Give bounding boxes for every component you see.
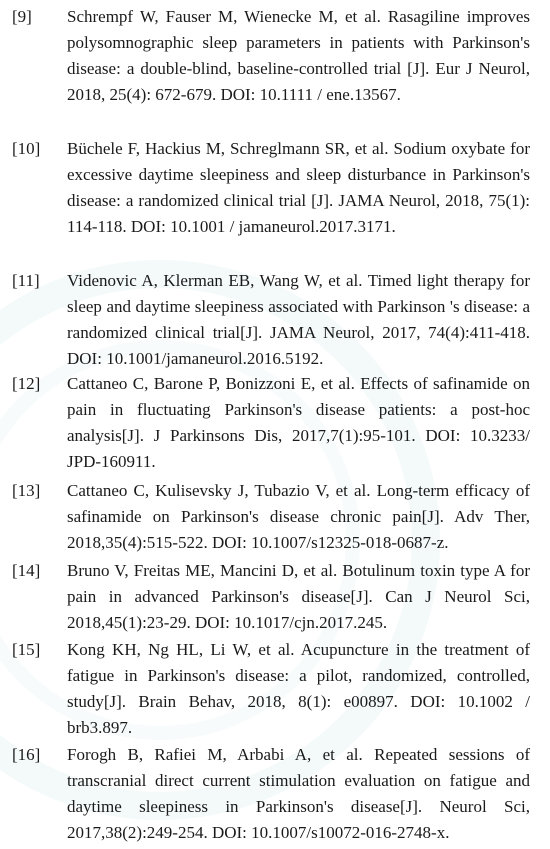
reference-number: [9]	[12, 7, 32, 26]
reference-text: Cattaneo C, Barone P, Bonizzoni E, et al. Effects of safinamide on pain in fluctuating Parkinson's disease patients: a post-hoc analysis[J]. J Parkinsons Dis, 2017,7(1):95-101. DOI: 10.3233/ JPD-160911.	[67, 374, 530, 471]
reference-number: [13]	[12, 481, 41, 500]
reference-number: [12]	[12, 374, 41, 393]
reference-text: Büchele F, Hackius M, Schreglmann SR, et al. Sodium oxybate for excessive daytime sleepiness and sleep disturbance in Parkinson's disease: a randomized clinical trial [J]. JAMA Neurol, 2018, 75(1): 114-118. DOI: 10.1001 / jamaneurol.2017.3171.	[67, 139, 530, 236]
reference-number: [11]	[12, 271, 40, 290]
reference-text: Kong KH, Ng HL, Li W, et al. Acupuncture in the treatment of fatigue in Parkinson's disease: a pilot, randomized, controlled, study[J]. Brain Behav, 2018, 8(1): e00897. DOI: 10.1002 / brb3.897.	[67, 640, 530, 737]
reference-text: Videnovic A, Klerman EB, Wang W, et al. Timed light therapy for sleep and daytime sleepiness associated with Parkinson 's disease: a randomized clinical trial[J]. JAMA Neurol, 2017, 74(4):411-418. DOI: 10.1001/jamaneurol.2016.5192.	[67, 271, 530, 368]
reference-number: [15]	[12, 640, 41, 659]
reference-text: Bruno V, Freitas ME, Mancini D, et al. Botulinum toxin type A for pain in advanced Parkinson's disease[J]. Can J Neurol Sci, 2018,45(1):23-29. DOI: 10.1017/cjn.2017.245.	[67, 561, 530, 632]
reference-number: [10]	[12, 139, 41, 158]
reference-text: Forogh B, Rafiei M, Arbabi A, et al. Repeated sessions of transcranial direct current stimulation evaluation on fatigue and daytime sleepiness in Parkinson's disease[J]. Neurol Sci, 2017,38(2):249-254. DOI: 10.1007/s10072-016-2748-x.	[67, 745, 530, 842]
reference-number: [16]	[12, 745, 41, 764]
reference-number: [14]	[12, 561, 41, 580]
reference-text: Cattaneo C, Kulisevsky J, Tubazio V, et al. Long-term efficacy of safinamide on Parkinson's disease chronic pain[J]. Adv Ther, 2018,35(4):515-522. DOI: 10.1007/s12325-018-0687-z.	[67, 481, 530, 552]
reference-text: Schrempf W, Fauser M, Wienecke M, et al. Rasagiline improves polysomnographic sleep parameters in patients with Parkinson's disease: a double-blind, baseline-controlled trial [J]. Eur J Neurol, 2018, 25(4): 672-679. DOI: 10.1111 / ene.13567.	[67, 7, 530, 104]
